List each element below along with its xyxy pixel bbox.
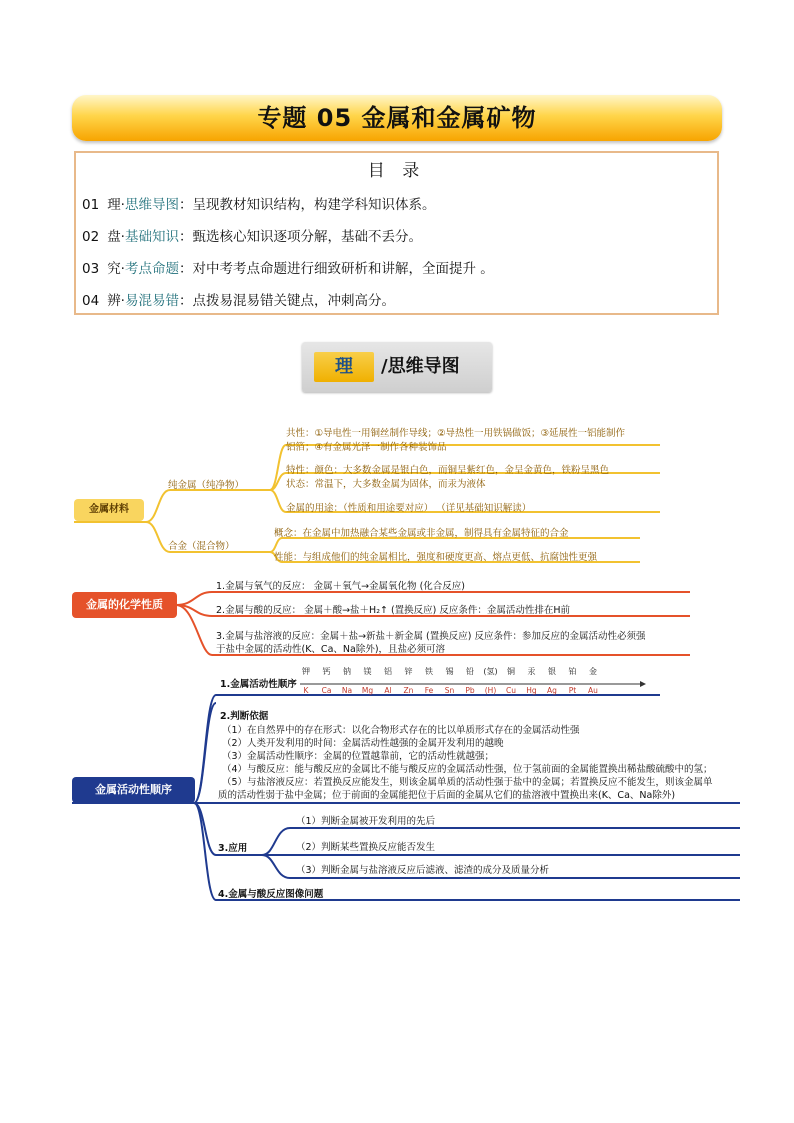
basis-item: （1）在自然界中的存在形式：以化合物形式存在的比以单质形式存在的金属活动性强	[222, 725, 580, 736]
reaction-acid: 2.金属与酸的反应： 金属＋酸→盐＋H₂↑ (置换反应) 反应条件：金属活动性排在H前	[216, 605, 571, 616]
application-item: （3）判断金属与盐溶液反应后滤液、滤渣的成分及质量分析	[296, 865, 550, 876]
application-title: 3.应用	[218, 843, 248, 854]
toc-prefix: 辨·	[107, 293, 125, 309]
pure-metal-node: 纯金属（纯净物）	[168, 480, 245, 491]
toc-desc: ：甄选核心知识逐项分解，基础不丢分。	[178, 229, 422, 245]
toc-item-3[interactable]	[82, 257, 494, 277]
element-name: 金	[589, 667, 597, 676]
toc-num: 02	[82, 229, 100, 245]
element-name: (氢)	[483, 667, 498, 676]
property-line-2: 状态：常温下，大多数金属为固体，而汞为液体	[286, 479, 486, 490]
application-item: （1）判断金属被开发利用的先后	[296, 816, 436, 827]
page-title: 专题 05 金属和金属矿物	[257, 104, 537, 132]
basis-item: （5）与盐溶液反应：若置换反应能发生，则该金属单质的活动性强于盐中的金属；若置换反应不能发生，则该金属单	[222, 777, 713, 788]
toc-key: 考点命题	[124, 261, 179, 277]
toc-prefix: 理·	[107, 197, 125, 213]
element-name: 钙	[322, 667, 331, 676]
application-item: （2）判断某些置换反应能否发生	[296, 842, 436, 853]
element-name: 银	[548, 667, 556, 676]
element-name: 铁	[425, 667, 433, 676]
alloy-concept: 概念：在金属中加热融合某些金属或非金属，制得具有金属特征的合金	[274, 528, 569, 539]
element-symbol: Ag	[547, 686, 557, 695]
element-name: 钠	[343, 667, 351, 676]
element-symbol: Cu	[506, 686, 516, 695]
element-name: 锌	[404, 667, 413, 676]
toc-desc: ：对中考考点命题进行细致研析和讲解，全面提升 。	[178, 261, 494, 277]
activity-order-label: 1.金属活动性顺序	[220, 679, 297, 690]
element-symbol: Pb	[465, 686, 475, 695]
alloy-node: 合金（混合物）	[168, 541, 235, 552]
toc-key: 易混易错	[124, 293, 179, 309]
element-name: 铂	[568, 667, 577, 676]
element-symbol: K	[303, 686, 309, 695]
toc-heading: 目 录	[367, 161, 426, 181]
property-line-1: 特性：颜色：大多数金属是银白色，而铜呈紫红色，金呈金黄色，铁粉呈黑色	[286, 465, 610, 476]
activity-root: 金属活动性顺序	[72, 777, 195, 803]
element-symbol: Fe	[424, 686, 434, 695]
element-symbol: Mg	[361, 686, 374, 695]
toc-prefix: 盘·	[107, 229, 125, 245]
toc-num: 03	[82, 261, 100, 277]
basis-item: （2）人类开发利用的时间：金属活动性越强的金属开发利用的越晚	[222, 738, 504, 749]
reaction-salt-2: 于盐中金属的活动性(K、Ca、Na除外)，且盐必须可溶	[216, 644, 446, 655]
element-symbol: Au	[588, 686, 598, 695]
use-line: 金属的用途：（性质和用途要对应） （详见基础知识解读）	[286, 503, 532, 514]
toc-prefix: 究·	[107, 261, 125, 277]
element-symbol: (H)	[484, 686, 497, 695]
toc-desc: ：呈现教材知识结构，构建学科知识体系。	[178, 197, 436, 213]
toc-num: 01	[82, 197, 100, 213]
element-symbol: Na	[341, 686, 353, 695]
element-symbol: Al	[384, 686, 392, 695]
basis-item: （3）金属活动性顺序：金属的位置越靠前，它的活动性就越强；	[222, 751, 495, 762]
toc-item-4[interactable]	[82, 289, 395, 309]
section-badge: 理	[314, 352, 374, 382]
toc-desc: ：点拨易混易错关键点，冲刺高分。	[178, 293, 395, 309]
common-line-1: 共性：①导电性一用铜丝制作导线；②导热性一用铁锅做饭；③延展性一铝能制作	[286, 428, 626, 439]
toc-num: 04	[82, 293, 100, 309]
toc-item-2[interactable]	[82, 225, 422, 245]
element-name: 汞	[527, 667, 536, 676]
basis-title: 2.判断依据	[220, 711, 269, 722]
element-symbol: Hg	[526, 686, 537, 695]
section-title: /思维导图	[381, 356, 460, 377]
acid-graph-item: 4.金属与酸反应图像问题	[218, 889, 324, 900]
element-symbol: Zn	[403, 686, 414, 695]
element-symbol: Ca	[321, 686, 332, 695]
toc-key: 基础知识	[124, 229, 179, 245]
element-symbol: Sn	[444, 686, 455, 695]
common-line-2: 铝箔；④有金属光泽一制作各种装饰品	[286, 442, 447, 453]
element-name: 铝	[384, 667, 392, 676]
element-name: 铜	[507, 667, 515, 676]
element-name: 锡	[445, 667, 454, 676]
element-name: 铅	[466, 667, 474, 676]
chemistry-root: 金属的化学性质	[72, 592, 177, 618]
alloy-property: 性能：与组成他们的纯金属相比，强度和硬度更高、熔点更低、抗腐蚀性更强	[274, 552, 598, 563]
reaction-oxygen: 1.金属与氧气的反应： 金属＋氧气→金属氧化物 (化合反应)	[216, 581, 465, 592]
reaction-salt-1: 3.金属与盐溶液的反应：金属＋盐→新盐＋新金属 (置换反应) 反应条件：参加反应的金属活动性必须强	[216, 631, 646, 642]
toc-item-1[interactable]	[82, 193, 435, 213]
materials-root: 金属材料	[74, 499, 144, 521]
basis-item: 质的活动性弱于盐中金属；位于前面的金属能把位于后面的金属从它们的盐溶液中置换出来(K、Ca、Na除外)	[218, 790, 676, 801]
element-symbol: Pt	[568, 686, 577, 695]
basis-item: （4）与酸反应：能与酸反应的金属比不能与酸反应的金属活动性强，位于氢前面的金属能置换出稀盐酸硫酸中的氢；	[222, 764, 713, 775]
toc-key: 思维导图	[124, 197, 179, 213]
element-name: 钾	[302, 667, 310, 676]
element-name: 镁	[363, 667, 372, 676]
